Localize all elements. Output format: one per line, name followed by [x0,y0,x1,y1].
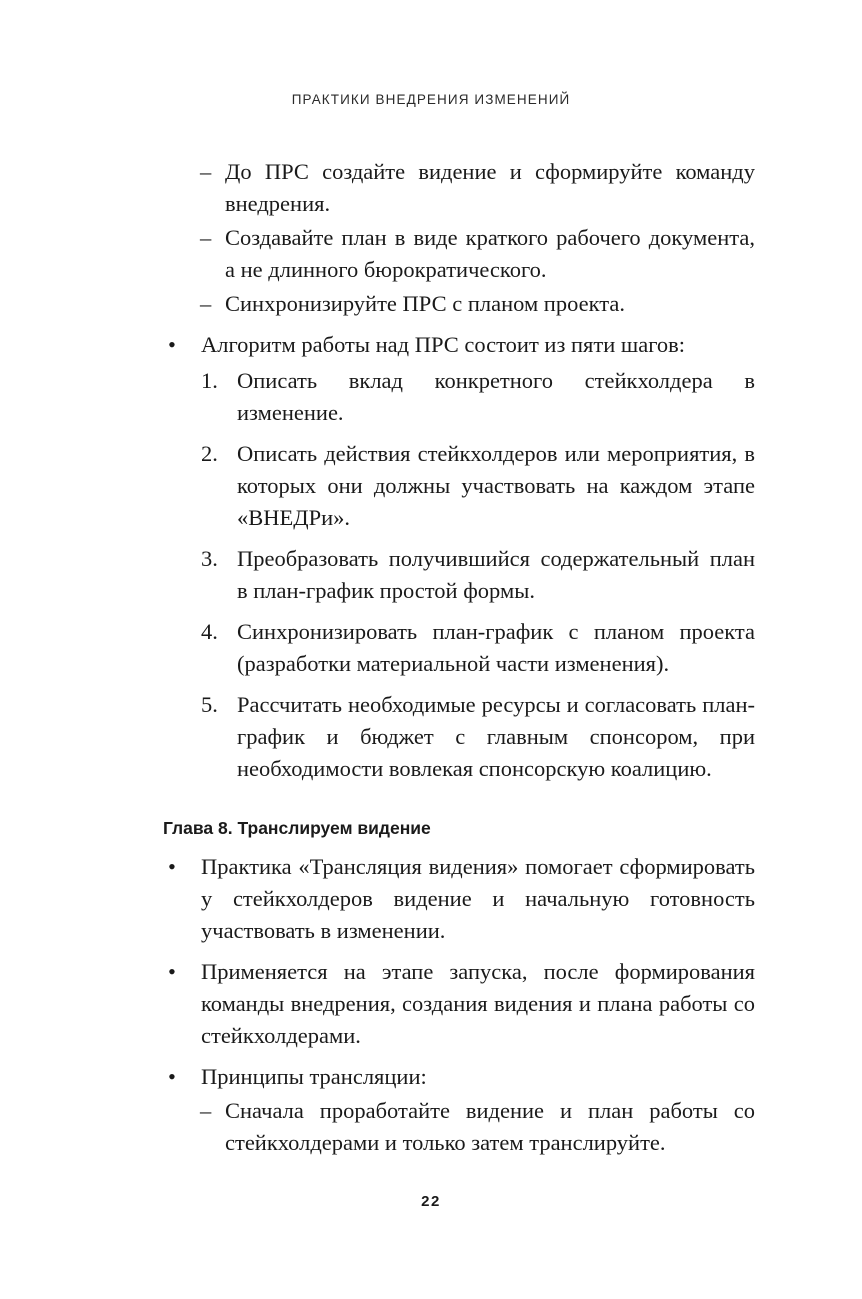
list-item [163,1095,755,1159]
list-item-text: Принципы трансляции: [201,1064,427,1089]
numbered-step [163,689,755,785]
numbered-step [163,438,755,534]
numbered-step [163,365,755,429]
list-item-text: Применяется на этапе запуска, после формирования команды внедрения, создания видения и плана работы со стейкхолдерами. [201,959,755,1048]
list-item [163,329,755,361]
list-item-text: Практика «Трансляция видения» помогает сформировать у стейкхолдеров видение и начальную готовность участвовать в изменении. [201,854,755,943]
list-item-text: Алгоритм работы над ПРС состоит из пяти шагов: [201,332,685,357]
running-header: ПРАКТИКИ ВНЕДРЕНИЯ ИЗМЕНЕНИЙ [291,92,571,107]
list-item-text: Сначала проработайте видение и план работы со стейкхолдерами и только затем транслируйте. [225,1098,755,1155]
list-item [163,222,755,286]
bullet-marker: • [168,959,176,984]
dash-marker: – [200,291,212,316]
numbered-step [163,616,755,680]
dash-marker: – [200,159,212,184]
numbered-step [163,543,755,607]
dash-marker: – [200,225,212,250]
step-number: 2. [201,441,218,466]
dash-marker: – [200,1098,212,1123]
step-text: Преобразовать получившийся содержательный план в план-график простой формы. [237,546,755,603]
step-number: 5. [201,692,218,717]
page-body [163,156,755,1160]
step-text: Описать действия стейкхолдеров или мероприятия, в которых они должны участвовать на каждом этапе «ВНЕДРи». [237,441,755,530]
list-item [163,851,755,947]
list-item [163,288,755,320]
bullet-marker: • [168,332,176,357]
step-text: Рассчитать необходимые ресурсы и согласовать план-график и бюджет с главным спонсором, при необходимости вовлекая спонсорскую коалицию. [237,692,755,781]
bullet-marker: • [168,1064,176,1089]
step-number: 4. [201,619,218,644]
step-text: Описать вклад конкретного стейкхолдера в изменение. [237,368,755,425]
step-text: Синхронизировать план-график с планом проекта (разработки материальной части изменения). [237,619,755,676]
list-item [163,956,755,1052]
bullet-marker: • [168,854,176,879]
step-number: 1. [201,368,218,393]
page-number: 22 [421,1193,441,1210]
list-item-text: Синхронизируйте ПРС с планом проекта. [225,291,625,316]
chapter-heading: Глава 8. Транслируем видение [163,818,431,838]
list-item-text: Создавайте план в виде краткого рабочего документа, а не длинного бюрократического. [225,225,755,282]
step-number: 3. [201,546,218,571]
list-item [163,156,755,220]
list-item [163,1061,755,1093]
list-item-text: До ПРС создайте видение и сформируйте команду внедрения. [225,159,755,216]
